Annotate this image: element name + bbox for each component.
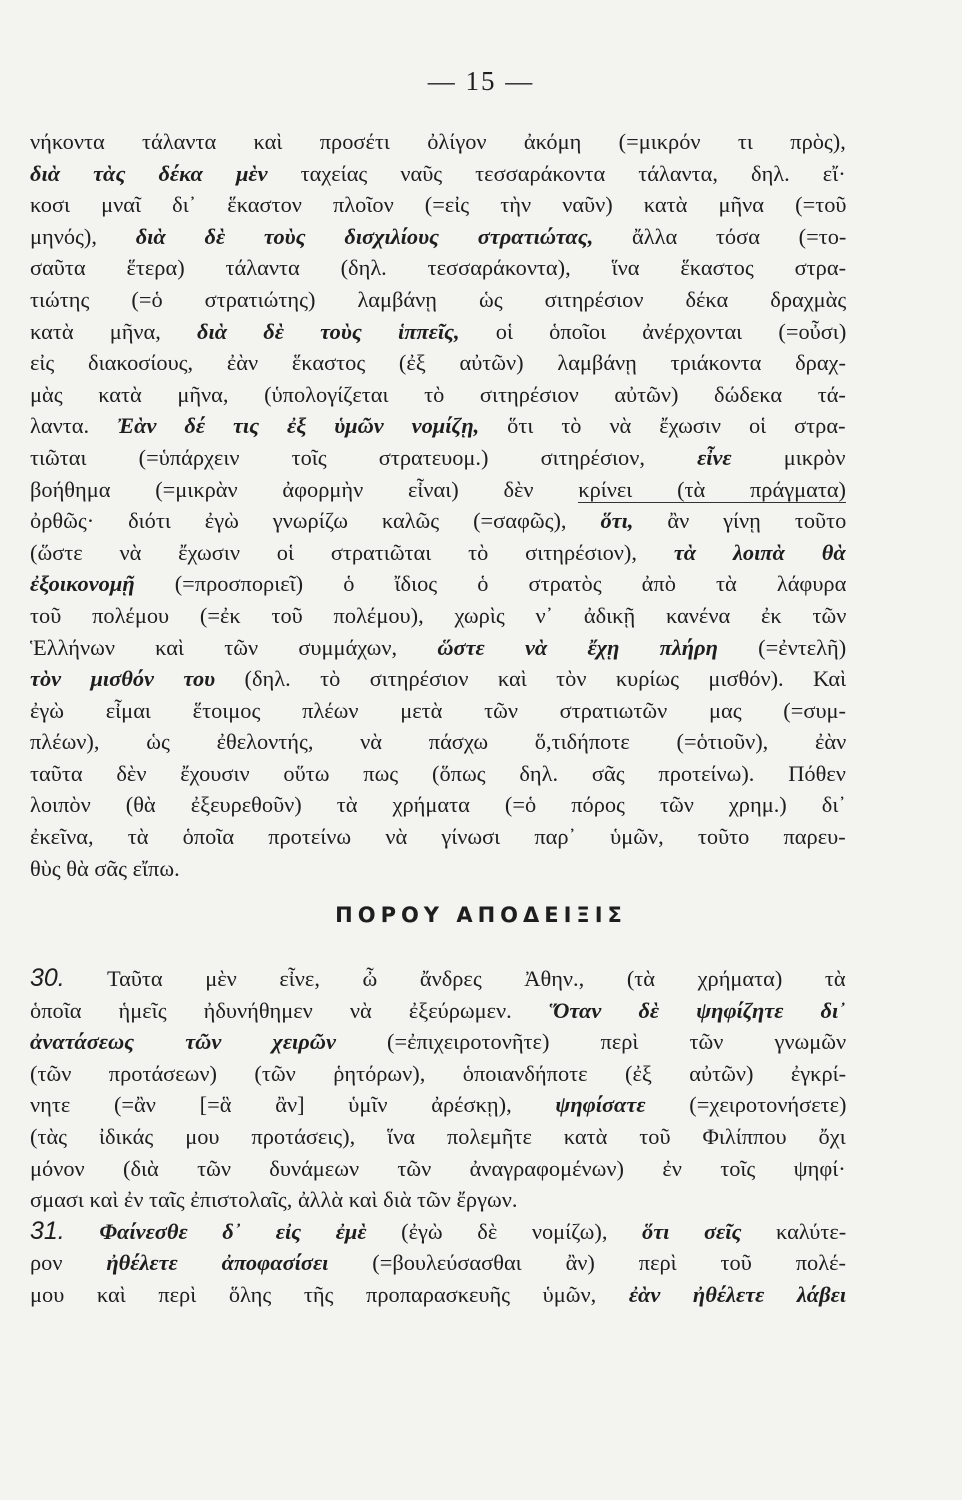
text-line [30, 1216, 846, 1248]
text-run: τοῦ πολέμου (=ἐκ τοῦ πολέμου), χωρὶς ν᾽ ἀδικῇ κανένα ἐκ τῶν [30, 602, 847, 628]
text-run: ὅτι τὸ νὰ ἔχωσιν οἱ στρα- [479, 413, 846, 439]
text-run: ρον [30, 1250, 107, 1276]
text-line [30, 126, 846, 158]
text-run: κοσι μναῖ δι᾽ ἕκαστον πλοῖον (=εἰς τὴν ναῦν) κατὰ μῆνα (=τοῦ [30, 192, 847, 218]
text-line [30, 474, 846, 506]
text-run: καλύτε- [741, 1218, 847, 1244]
text-run: θὺς θὰ σᾶς εἴπω. [30, 855, 180, 881]
emphasized-text: Ὅταν δὲ ψηφίζητε δι᾽ [548, 997, 846, 1023]
text-line [30, 1026, 846, 1058]
text-line [30, 695, 846, 727]
emphasized-text: εἶνε [697, 444, 732, 470]
section-number: 30. [30, 964, 65, 992]
underlined-text: κρίνει (τὰ πράγματα) [578, 476, 847, 502]
text-run: νητε (=ἂν [=ἃ ἂν] ὑμῖν ἀρέσκῃ), [30, 1092, 556, 1118]
text-run: πλέων), ὡς ἐθελοντής, νὰ πάσχω ὅ,τιδήποτε (=ὁτιοῦν), ἐὰν [30, 729, 847, 755]
section-heading: ΠΟΡΟΥ ΑΠΟΔΕΙΞΙΣ [335, 903, 627, 927]
paragraph-block-bottom [30, 963, 846, 1311]
emphasized-text: ἠθέλετε ἀποφασίσει [106, 1250, 329, 1276]
text-run: τιῶται (=ὑπάρχειν τοῖς στρατευομ.) σιτηρέσιον, [30, 444, 698, 470]
text-run: ὀρθῶς· διότι ἐγὼ γνωρίζω καλῶς (=σαφῶς), [30, 508, 601, 534]
emphasized-text: ὅτι σεῖς [642, 1218, 742, 1244]
emphasized-text: τὸν μισθόν του [30, 666, 216, 692]
text-line [30, 505, 846, 537]
text-line [30, 379, 846, 411]
text-run: μου καὶ περὶ ὅλης τῆς προπαρασκευῆς ὑμῶν, [30, 1281, 629, 1307]
text-run: σμασι καὶ ἐν ταῖς ἐπιστολαῖς, ἀλλὰ καὶ διὰ τῶν ἔργων. [30, 1187, 518, 1213]
emphasized-text: ἐξοικονομῇ [30, 571, 135, 597]
text-line [30, 1058, 846, 1090]
text-line [30, 1089, 846, 1121]
text-line [30, 726, 846, 758]
emphasized-text: ὥστε νὰ ἔχῃ πλήρη [437, 634, 718, 660]
text-line [30, 537, 846, 569]
emphasized-text: Ἐὰν δέ τις ἐξ ὑμῶν νομίζῃ, [116, 413, 480, 439]
text-run: ἄλλα τόσα (=το- [593, 223, 847, 249]
section-number: 31. [30, 1216, 65, 1245]
text-run: ὁποῖα ἡμεῖς ἠδυνήθημεν νὰ ἐξεύρωμεν. [30, 997, 549, 1023]
text-line [30, 189, 846, 221]
emphasized-text: διὰ τὰς δέκα μὲν [30, 160, 268, 186]
text-run: λοιπὸν (θὰ ἐξευρεθοῦν) τὰ χρήματα (=ὁ πόρος τῶν χρημ.) δι᾽ [30, 792, 846, 818]
emphasized-text: τὰ λοιπὰ θὰ [673, 539, 846, 565]
text-line [30, 252, 846, 284]
text-line [30, 158, 846, 190]
text-line [30, 789, 846, 821]
text-run: (δηλ. τὸ σιτηρέσιον καὶ τὸν κυρίως μισθόν). Καὶ [215, 666, 847, 692]
text-run: βοήθημα (=μικρὰν ἀφορμὴν εἶναι) δὲν [30, 476, 579, 502]
text-run: (=προσποριεῖ) ὁ ἴδιος ὁ στρατὸς ἀπὸ τὰ λάφυρα [134, 571, 847, 597]
text-run: σαῦτα ἕτερα) τάλαντα (δηλ. τεσσαράκοντα), ἵνα ἕκαστος στρα- [30, 255, 847, 281]
text-line [30, 1153, 846, 1185]
text-line [30, 284, 846, 316]
text-line [30, 632, 846, 664]
text-line [30, 995, 846, 1027]
text-run: ταχείας ναῦς τεσσαράκοντα τάλαντα, δηλ. εἴ· [267, 160, 846, 186]
text-line [30, 347, 846, 379]
text-run [65, 1219, 100, 1244]
text-line [30, 1247, 846, 1279]
text-run: κατὰ μῆνα, [30, 318, 198, 344]
emphasized-text: ὅτι, [600, 508, 634, 534]
text-run: Ἑλλήνων καὶ τῶν συμμάχων, [30, 634, 438, 660]
text-run: εἰς διακοσίους, ἐὰν ἕκαστος (ἐξ αὐτῶν) λαμβάνῃ τριάκοντα δραχ- [30, 350, 846, 376]
text-run: (τὰς ἰδικάς μου προτάσεις), ἵνα πολεμῆτε κατὰ τοῦ Φιλίππου ὄχι [30, 1123, 846, 1149]
text-run: μικρὸν [731, 444, 846, 470]
text-run: (τῶν προτάσεων) (τῶν ῥητόρων), ὁποιανδήποτε (ἐξ αὐτῶν) ἐγκρί- [30, 1060, 847, 1086]
text-run: (ὥστε νὰ ἔχωσιν οἱ στρατιῶται τὸ σιτηρέσιον), [30, 539, 674, 565]
emphasized-text: Φαίνεσθε δ᾽ εἰς ἐμὲ [99, 1218, 367, 1244]
text-run: μὰς κατὰ μῆνα, (ὑπολογίζεται τὸ σιτηρέσιον αὐτῶν) δώδεκα τά- [30, 381, 846, 407]
text-line [30, 963, 846, 995]
text-line [30, 1121, 846, 1153]
text-line [30, 600, 846, 632]
text-run: νήκοντα τάλαντα καὶ προσέτι ὀλίγον ἀκόμη (=μικρόν τι πρὸς), [30, 129, 846, 154]
text-run: οἱ ὁποῖοι ἀνέρχονται (=οὖσι) [459, 318, 847, 344]
text-line [30, 663, 846, 695]
text-run: (=ἐντελῆ) [717, 634, 847, 660]
text-line [30, 221, 846, 253]
text-run: ἂν γίνῃ τοῦτο [633, 508, 847, 534]
text-line [30, 821, 846, 853]
paragraph-block-top [30, 126, 846, 884]
text-line [30, 442, 846, 474]
emphasized-text: ἀνατάσεως τῶν χειρῶν [30, 1029, 336, 1055]
text-run: ἐκεῖνα, τὰ ὁποῖα προτείνω νὰ γίνωσι παρ᾽ ὑμῶν, τοῦτο παρευ- [30, 824, 846, 850]
text-run: ἐγὼ εἶμαι ἕτοιμος πλέων μετὰ τῶν στρατιωτῶν μας (=συμ- [30, 697, 846, 723]
text-run: λαντα. [30, 413, 117, 439]
text-run: (ἐγὼ δὲ νομίζω), [366, 1218, 643, 1244]
text-run: τιώτης (=ὁ στρατιώτης) λαμβάνῃ ὡς σιτηρέσιον δέκα δραχμὰς [30, 286, 847, 312]
text-run: μηνός), [30, 223, 136, 249]
text-line [30, 1279, 846, 1311]
text-run: ταῦτα δὲν ἔχουσιν οὕτω πως (ὅπως δηλ. σᾶς προτείνω). Πόθεν [30, 760, 846, 786]
text-run: (=βουλεύσασθαι ἂν) περὶ τοῦ πολέ- [328, 1250, 846, 1276]
text-run: Ταῦτα μὲν εἶνε, ὦ ἄνδρες Ἀθην., (τὰ χρήματα) τὰ [64, 966, 846, 991]
text-line [30, 410, 846, 442]
text-line [30, 568, 846, 600]
text-run: μόνον (διὰ τῶν δυνάμεων τῶν ἀναγραφομένων) ἐν τοῖς ψηφί· [30, 1155, 846, 1181]
text-line [30, 316, 846, 348]
text-line [30, 758, 846, 790]
emphasized-text: ἐὰν ἠθέλετε λάβει [628, 1281, 847, 1307]
emphasized-text: διὰ δὲ τοὺς ἱππεῖς, [197, 318, 460, 344]
page-number: — 15 — [427, 66, 535, 96]
text-run: (=ἐπιχειροτονῆτε) περὶ τῶν γνωμῶν [335, 1029, 847, 1055]
text-run: (=χειροτονήσετε) [645, 1092, 847, 1118]
text-line [30, 853, 846, 885]
emphasized-text: ψηφίσατε [555, 1092, 646, 1118]
text-line [30, 1184, 846, 1216]
emphasized-text: διὰ δὲ τοὺς δισχιλίους στρατιώτας, [135, 223, 594, 249]
